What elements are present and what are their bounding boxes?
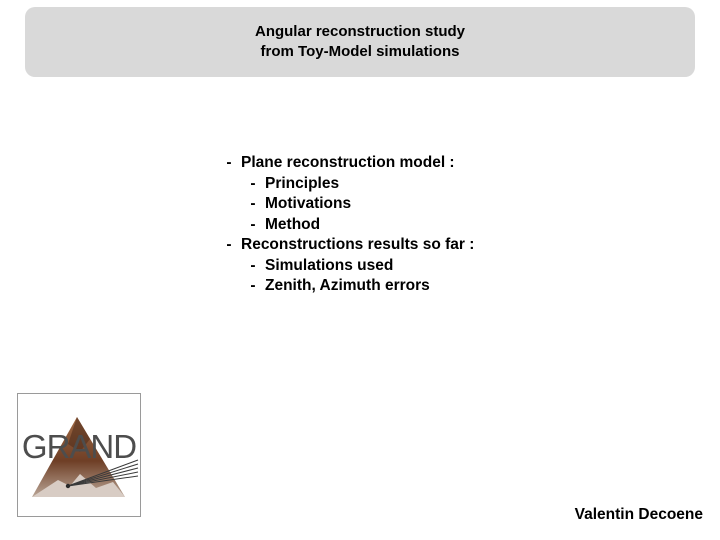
list-item-text: Simulations used	[265, 256, 394, 274]
list-item	[224, 276, 474, 297]
list-item-text: Motivations	[265, 195, 352, 212]
bullet-dash: -	[226, 154, 232, 171]
title-line-2: from Toy-Model simulations	[260, 43, 460, 60]
list-item	[224, 235, 474, 256]
bullet-dash: -	[250, 256, 256, 274]
list-item-text: Plane reconstruction model :	[241, 154, 455, 171]
bullet-dash: -	[250, 215, 256, 233]
list-item-text: Method	[265, 215, 321, 233]
author-name: Valentin Decoene	[574, 506, 703, 523]
bullet-dash: -	[250, 174, 256, 192]
logo-wordmark: GRAND	[21, 428, 137, 465]
list-item-text: Principles	[265, 174, 340, 192]
list-item	[224, 153, 474, 174]
list-item	[224, 194, 474, 215]
bullet-dash: -	[250, 195, 256, 212]
list-item	[224, 256, 474, 277]
grand-logo	[17, 393, 141, 517]
grand-logo-graphic	[18, 394, 140, 516]
bullet-dash: -	[226, 236, 232, 253]
list-item	[224, 215, 474, 236]
title-box	[25, 7, 695, 77]
list-item-text: Zenith, Azimuth errors	[265, 277, 430, 294]
list-item	[224, 174, 474, 195]
outline-list	[224, 153, 474, 297]
title-line-1: Angular reconstruction study	[254, 23, 466, 40]
list-item-text: Reconstructions results so far :	[241, 236, 475, 253]
bullet-dash: -	[250, 277, 256, 294]
